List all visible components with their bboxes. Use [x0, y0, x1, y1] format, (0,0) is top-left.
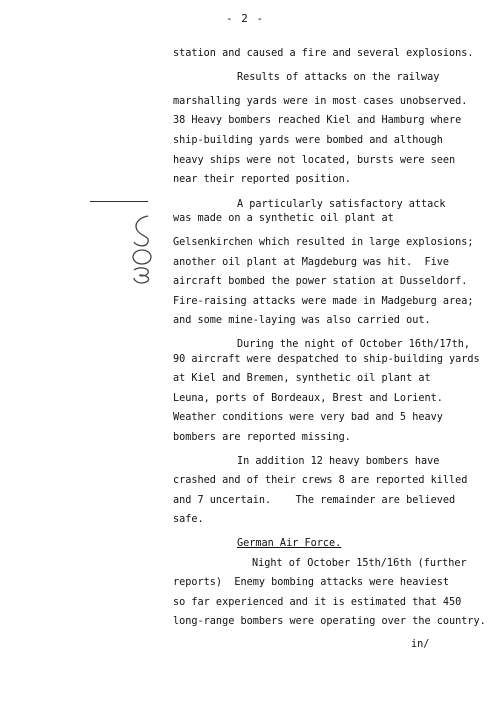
text-line: heavy ships were not located, bursts were seen — [173, 155, 456, 166]
text-line: bombers are reported missing. — [173, 432, 351, 443]
section-heading — [237, 537, 341, 551]
handwritten-margin-annotation — [128, 212, 156, 284]
text-line: near their reported position. — [173, 174, 351, 185]
text-line: Leuna, ports of Bordeaux, Brest and Lorient. — [173, 393, 443, 404]
text-line: safe. — [173, 514, 204, 525]
text-line: Night of October 15th/16th (further — [252, 558, 467, 569]
text-line: During the night of October 16th/17th, — [237, 339, 471, 350]
text-line: Fire-raising attacks were made in Madgeburg area; — [173, 296, 474, 307]
section-heading-text: German Air Force. — [237, 538, 342, 549]
text-line: 38 Heavy bombers reached Kiel and Hamburg where — [173, 115, 462, 126]
text-line: 90 aircraft were despatched to ship-building yards — [173, 354, 480, 365]
margin-rule — [90, 201, 148, 202]
text-line: so far experienced and it is estimated that 450 — [173, 597, 462, 608]
text-line: and 7 uncertain. The remainder are believed — [173, 495, 456, 506]
text-line: and some mine-laying was also carried out. — [173, 315, 431, 326]
text-line: Results of attacks on the railway — [237, 72, 440, 83]
text-line: In addition 12 heavy bombers have — [237, 456, 440, 467]
text-line: aircraft bombed the power station at Dusseldorf. — [173, 276, 468, 287]
catchword: in/ — [411, 639, 430, 650]
text-line: was made on a synthetic oil plant at — [173, 213, 394, 224]
text-line: Gelsenkirchen which resulted in large explosions; — [173, 237, 474, 248]
text-line: reports) Enemy bombing attacks were heaviest — [173, 577, 450, 588]
text-line: A particularly satisfactory attack — [237, 199, 446, 210]
text-line: another oil plant at Magdeburg was hit. Five — [173, 257, 450, 268]
text-line: long-range bombers were operating over the country. — [173, 616, 486, 627]
text-line: station and caused a fire and several explosions. — [173, 48, 474, 59]
text-line: at Kiel and Bremen, synthetic oil plant at — [173, 373, 431, 384]
text-line: Weather conditions were very bad and 5 heavy — [173, 412, 443, 423]
text-line: ship-building yards were bombed and although — [173, 135, 443, 146]
page-number: - 2 - — [226, 12, 265, 25]
text-line: marshalling yards were in most cases unobserved. — [173, 96, 468, 107]
text-line: crashed and of their crews 8 are reported killed — [173, 475, 468, 486]
